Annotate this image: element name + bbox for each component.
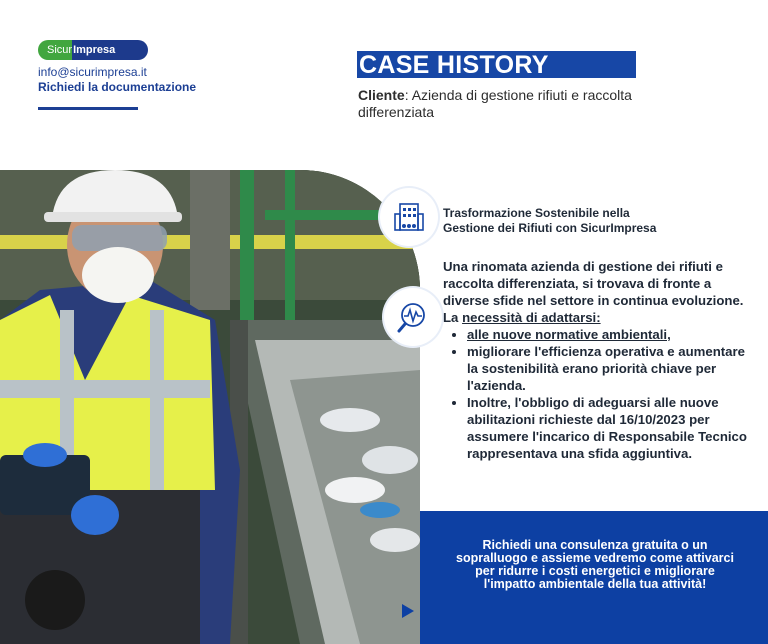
intro-paragraph: Una rinomata azienda di gestione dei rifiuti e raccolta differenziata, si trovava di fronte a diverse sfide nel settore in continua evoluzione.: [443, 259, 744, 308]
need-prefix: La: [443, 310, 463, 325]
need-underlined: necessità di adattarsi:: [462, 310, 601, 325]
list-item: • Inoltre, l'obbligo di adeguarsi alle nuove abilitazioni richieste dal 16/10/2023 per assumere l'incarico di Responsabile Tecnico rappresentava una sfida aggiuntiva.: [467, 394, 753, 462]
section-subtitle: [443, 206, 743, 236]
case-history-title: CASE HISTORY: [357, 51, 636, 78]
list-item: • migliorare l'efficienza operativa e aumentare la sostenibilità erano priorità chiave per l'azienda.: [467, 343, 753, 394]
brand-logo-part1: Sicur: [38, 40, 72, 60]
list-item: • alle nuove normative ambientali,: [467, 326, 753, 343]
needs-list: [443, 326, 753, 462]
request-docs-link[interactable]: Richiedi la documentazione: [38, 80, 197, 94]
client-value: : Azienda di gestione rifiuti e raccolta differenziata: [358, 87, 632, 120]
case-body: [443, 258, 753, 462]
client-label: Cliente: [358, 87, 405, 103]
worker-photo: [0, 170, 420, 644]
play-arrow-icon: [402, 604, 414, 618]
client-description: [358, 87, 648, 121]
magnifier-chart-icon: [384, 288, 442, 346]
brand-logo-part2: Impresa: [72, 40, 148, 60]
cta-text[interactable]: Richiedi una consulenza gratuita o un sopralluogo e assieme vedremo come attivarci per ridurre i costi energetici e migliorare l'impatto ambientale della tua attività!: [456, 538, 734, 591]
brand-logo: [38, 40, 148, 60]
building-icon: [380, 188, 438, 246]
header-divider: [38, 107, 138, 110]
subtitle-line-2: Gestione dei Rifiuti con SicurImpresa: [443, 221, 657, 235]
email-link[interactable]: info@sicurimpresa.it: [38, 65, 147, 79]
subtitle-line-1: Trasformazione Sostenibile nella: [443, 206, 630, 220]
need-heading: [443, 309, 753, 326]
